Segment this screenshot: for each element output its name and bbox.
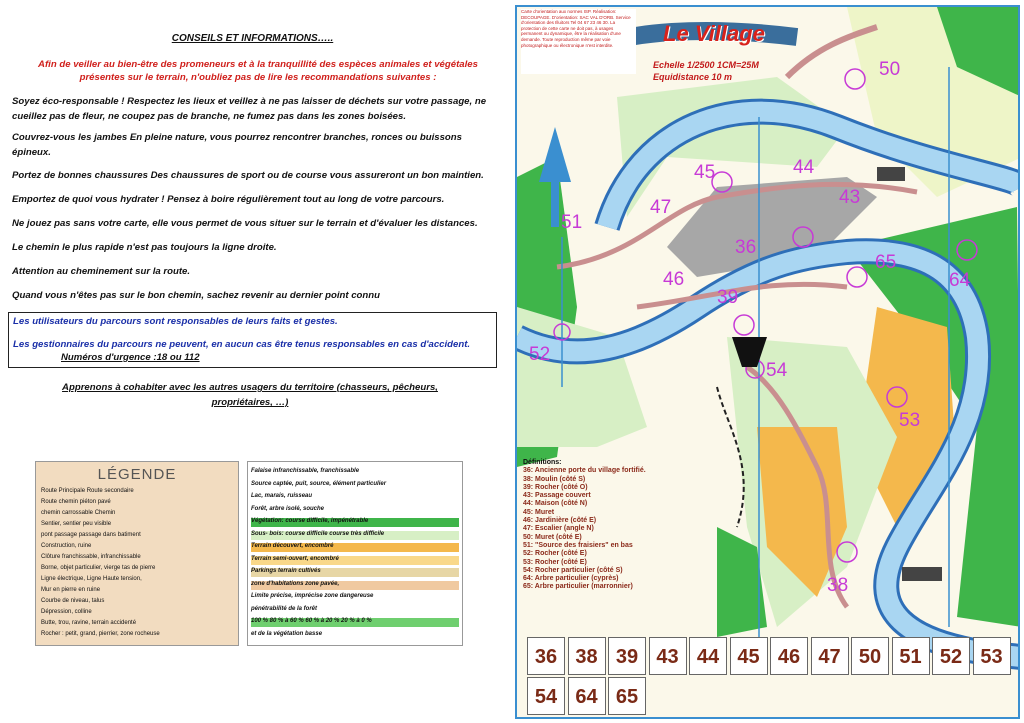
advice-3: Portez de bonnes chaussures Des chaussures de sport ou de course vous assureront un bon maintien. bbox=[12, 170, 484, 181]
control-number: 53 bbox=[899, 410, 921, 431]
legend-band: 100 % 80 % à 60 % 60 % à 20 % 20 % à 0 % bbox=[251, 618, 459, 627]
definition-item: 45: Muret bbox=[523, 508, 555, 516]
control-cell: 39 bbox=[608, 637, 646, 675]
responsibility-managers: Les gestionnaires du parcours ne peuvent, en aucun cas être tenus responsables en cas d'accident. bbox=[13, 339, 471, 350]
map-title: Le Village bbox=[663, 21, 765, 46]
advice-2: Couvrez-vous les jambes En pleine nature, vous pourrez rencontrer branches, ronces ou buissons épineux. bbox=[12, 132, 462, 158]
definition-item: 52: Rocher (côté E) bbox=[523, 550, 587, 558]
control-cell: 47 bbox=[811, 637, 849, 675]
orienteering-map bbox=[515, 5, 1020, 719]
control-cell: 52 bbox=[932, 637, 970, 675]
legend-title: LÉGENDE bbox=[97, 466, 177, 483]
legend-row: pont passage passage dans batiment bbox=[41, 532, 141, 538]
legend-symbols bbox=[35, 461, 239, 646]
definition-item: 53: Rocher (côté E) bbox=[523, 558, 587, 566]
control-number: 65 bbox=[875, 252, 897, 273]
info-panel bbox=[0, 0, 505, 723]
control-number: 51 bbox=[561, 212, 583, 233]
advice-1: Soyez éco-responsable ! Respectez les lieux et veillez à ne pas laisser de déchets sur votre passage, ne cueillez pas de fleur, ne coupez pas de branche, ne fumez pas dans les zones boisées. bbox=[12, 96, 487, 122]
definition-item: 65: Arbre particulier (marronnier) bbox=[523, 583, 633, 591]
legend-band: Falaise infranchissable, franchissable bbox=[251, 468, 459, 477]
legend-band: Terrain semi-ouvert, encombré bbox=[251, 556, 459, 565]
control-cell: 46 bbox=[770, 637, 808, 675]
legend-band: Parkings terrain cultivés bbox=[251, 568, 459, 577]
legend-row: Rocher : petit, grand, pierrier, zone rocheuse bbox=[41, 631, 160, 637]
emergency-numbers: Numéros d'urgence :18 ou 112 bbox=[61, 352, 200, 363]
advice-4: Emportez de quoi vous hydrater ! Pensez à boire régulièrement tout au long de votre parcours. bbox=[12, 194, 445, 205]
control-cell: 43 bbox=[649, 637, 687, 675]
control-cell: 38 bbox=[568, 637, 606, 675]
control-cell: 54 bbox=[527, 677, 565, 715]
control-number: 47 bbox=[650, 197, 672, 218]
advice-5: Ne jouez pas sans votre carte, elle vous permet de vous situer sur le terrain et d'évaluer les distances. bbox=[12, 218, 478, 229]
legend-row: Dépression, colline bbox=[41, 609, 92, 615]
legend-row: Sentier, sentier peu visible bbox=[41, 521, 112, 527]
advice-7: Attention au cheminement sur la route. bbox=[12, 266, 191, 277]
control-number: 43 bbox=[839, 187, 861, 208]
definition-item: 46: Jardinière (côté E) bbox=[523, 517, 597, 525]
intro-text: Afin de veiller au bien-être des promeneurs et à la tranquillité des espèces animales et végétales présentes sur le terrain, n'oubliez pas de lire les recommandations suivantes : bbox=[38, 59, 478, 83]
control-number: 39 bbox=[717, 287, 739, 308]
legend-band: pénétrabilité de la forêt bbox=[251, 606, 459, 615]
definition-item: 38: Moulin (côté S) bbox=[523, 475, 586, 483]
control-cell: 53 bbox=[973, 637, 1011, 675]
scale-text: Echelle 1/2500 1CM=25M bbox=[653, 60, 759, 70]
definitions-title: Définitions: bbox=[523, 459, 562, 466]
control-cell: 51 bbox=[892, 637, 930, 675]
control-cell: 45 bbox=[730, 637, 768, 675]
legend-row: chemin carrossable Chemin bbox=[41, 510, 116, 516]
map-credit: Carte d'orientation aux normes ISP. Réalisation: DECOUPAGE. D'orientation: SAC VAL D'ORB. Service d'orientation des Illuitors Tel 04 67 23 46 30. La protection de cette carte ne doit pas, à usages permanent ou dynamique, être la réalisation d'une demande. Toute reproduction même par voie photographique ou électronique n'est interdite. bbox=[521, 9, 636, 74]
control-number: 50 bbox=[879, 59, 901, 80]
control-definitions bbox=[523, 459, 658, 592]
control-cell: 64 bbox=[568, 677, 606, 715]
control-number: 64 bbox=[949, 270, 971, 291]
control-number: 54 bbox=[766, 360, 788, 381]
legend-row: Route Principale Route secondaire bbox=[41, 488, 134, 494]
advice-6: Le chemin le plus rapide n'est pas toujours la ligne droite. bbox=[12, 242, 277, 253]
control-cell: 65 bbox=[608, 677, 646, 715]
control-number: 44 bbox=[793, 157, 815, 178]
definition-item: 47: Escalier (angle N) bbox=[523, 525, 594, 533]
legend-band: et de la végétation basse bbox=[251, 631, 459, 640]
legend-band: Limite précise, imprécise zone dangereuse bbox=[251, 593, 459, 602]
legend-row: Ligne électrique, Ligne Haute tension, bbox=[41, 576, 142, 582]
control-number: 38 bbox=[827, 575, 849, 596]
definition-item: 64: Arbre particulier (cyprès) bbox=[523, 575, 619, 583]
legend-band: Végétation: course difficile, impénétrable bbox=[251, 518, 459, 527]
legend-band: Source captée, puit, source, élément particulier bbox=[251, 481, 459, 490]
definition-item: 44: Maison (côté N) bbox=[523, 500, 588, 508]
legend-band: Sous- bois: course difficile course très difficile bbox=[251, 531, 459, 540]
responsibility-users: Les utilisateurs du parcours sont responsables de leurs faits et gestes. bbox=[13, 316, 338, 327]
legend-row: Butte, trou, ravine, terrain accidenté bbox=[41, 620, 137, 626]
definition-item: 43: Passage couvert bbox=[523, 492, 591, 500]
control-number: 52 bbox=[529, 344, 551, 365]
definition-item: 51: "Source des fraisiers" en bas bbox=[523, 541, 633, 549]
definition-item: 54: Rocher particulier (côté S) bbox=[523, 566, 623, 574]
legend-band: Lac, marais, ruisseau bbox=[251, 493, 459, 502]
legend-row: Clôture franchissable, infranchissable bbox=[41, 554, 141, 560]
legend-row: Courbe de niveau, talus bbox=[41, 598, 105, 604]
legend-band: Forêt, arbre isolé, souche bbox=[251, 506, 459, 515]
control-cell: 44 bbox=[689, 637, 727, 675]
advice-8: Quand vous n'êtes pas sur le bon chemin, sachez revenir au dernier point connu bbox=[12, 290, 380, 301]
legend-areas bbox=[247, 461, 463, 646]
legend-row: Mur en pierre en ruine bbox=[41, 587, 101, 593]
definition-item: 50: Muret (côté E) bbox=[523, 533, 582, 541]
legend-row: Route chemin piéton pavé bbox=[41, 499, 111, 505]
legend-row: Borne, objet particulier, vierge tas de pierre bbox=[41, 565, 156, 571]
control-number: 36 bbox=[735, 237, 757, 258]
control-number: 45 bbox=[694, 162, 716, 183]
equidistance-text: Equidistance 10 m bbox=[653, 72, 733, 82]
legend-row: Construction, ruine bbox=[41, 543, 92, 549]
info-title: CONSEILS ET INFORMATIONS….. bbox=[171, 33, 334, 44]
legend-band: Terrain découvert, encombré bbox=[251, 543, 459, 552]
control-cell: 50 bbox=[851, 637, 889, 675]
definition-item: 36: Ancienne porte du village fortifié. bbox=[523, 467, 646, 475]
responsibility-box bbox=[8, 312, 497, 368]
control-cell: 36 bbox=[527, 637, 565, 675]
control-number: 46 bbox=[663, 269, 685, 290]
map-scale bbox=[653, 59, 759, 83]
definition-item: 39: Rocher (côté O) bbox=[523, 483, 588, 491]
legend-band: zone d'habitations zone pavée, bbox=[251, 581, 459, 590]
cohabit-note: Apprenons à cohabiter avec les autres usagers du territoire (chasseurs, pêcheurs, propriétaires, …) bbox=[62, 382, 438, 408]
